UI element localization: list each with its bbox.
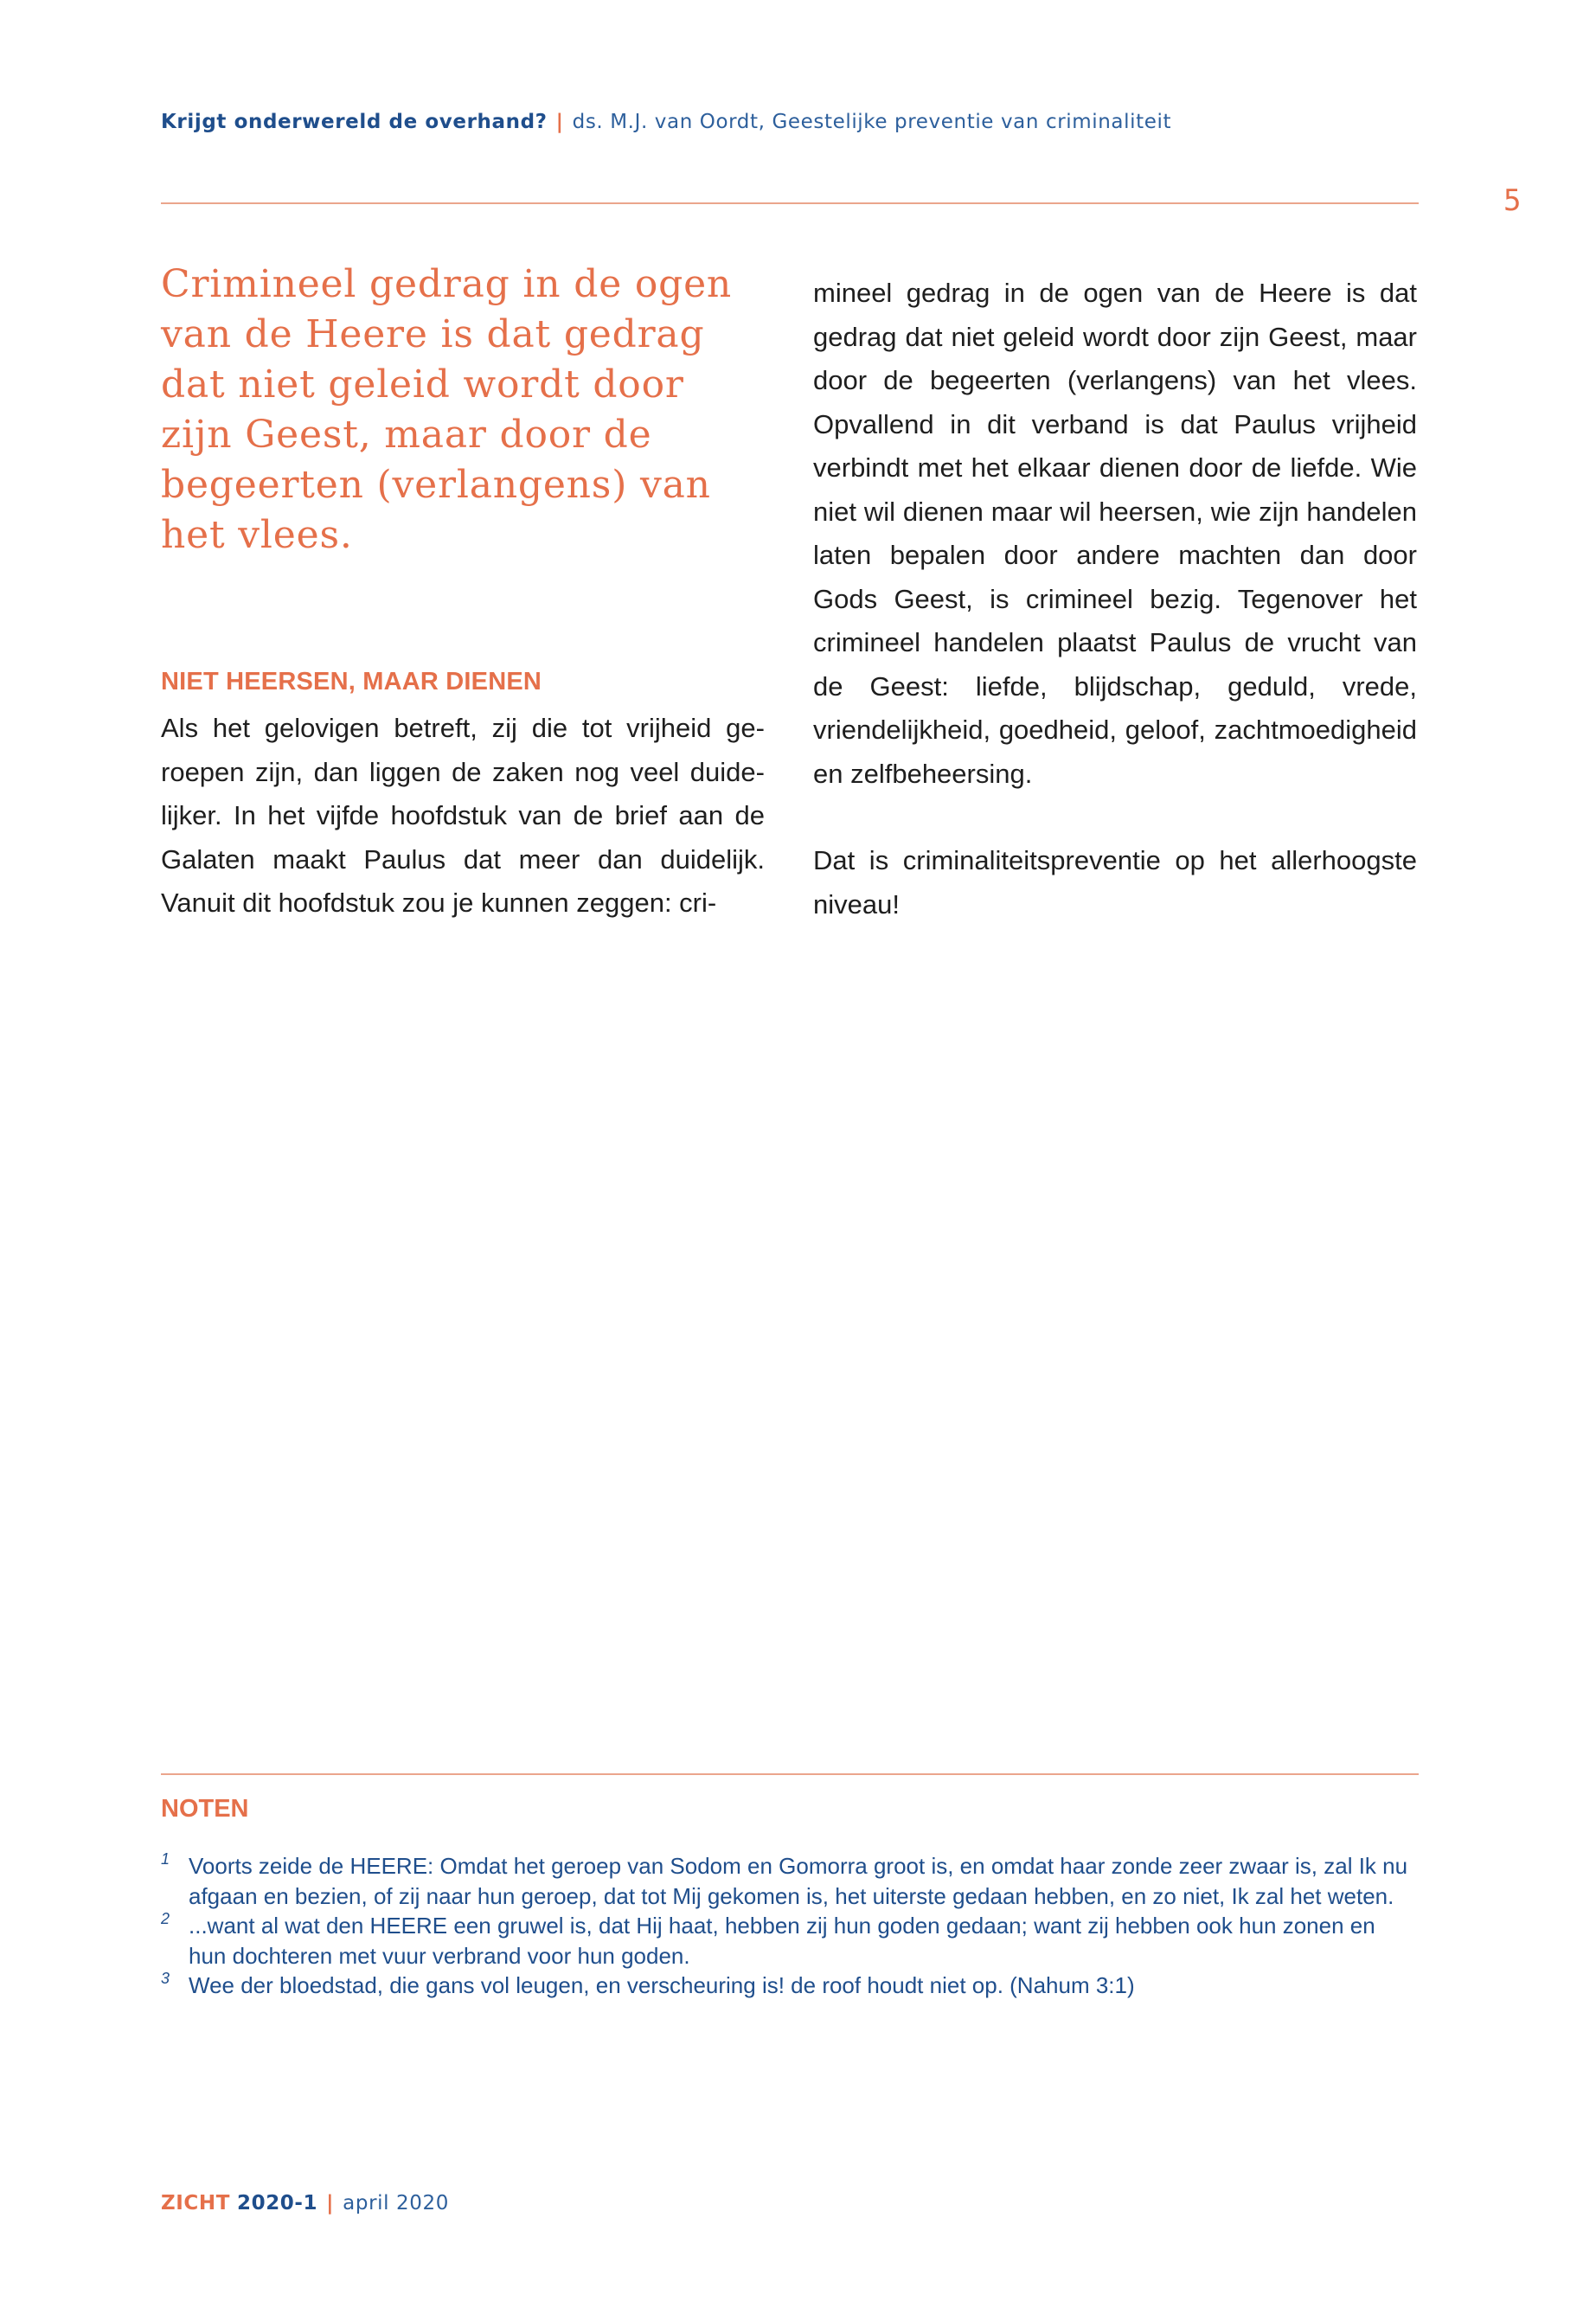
body-paragraph: mineel gedrag in de ogen van de Heere is dat gedrag dat niet geleid wordt door zijn Geest, maar door de begeerten (verlangens) van het vlees. Opvallend in dit verband is dat Paulus vrijheid verbindt met het elkaar dienen door de liefde. Wie niet wil dienen maar wil heersen, wie zijn handelen laten bepalen door andere machten dan door Gods Geest, is crimineel bezig. Tegenover het crimineel handelen plaatst Paulus de vrucht van de Geest: liefde, blijdschap, geduld, vrede, vriendelijkheid, goedheid, geloof, zachtmoedigheid en zelfbeheersing. bbox=[813, 278, 1417, 789]
footnote-text: ...want al wat den HEERE een gruwel is, dat Hij haat, hebben zij hun goden gedaan; want zij hebben ook hun zonen en hun dochteren met vuur verbrand voor hun goden. bbox=[189, 1913, 1375, 1969]
footer-brand: ZICHT bbox=[161, 2192, 231, 2214]
body-paragraph: Als het gelovigen betreft, zij die tot vrijheid geroepen zijn, dan liggen de zaken nog veel duidelijker. In het vijfde hoofdstuk van de brief aan de Galaten maakt Paulus dat meer dan duidelijk. Vanuit dit hoofdstuk zou je kunnen zeggen: cri- bbox=[161, 713, 765, 918]
running-header bbox=[161, 111, 1171, 133]
running-header-subtitle: ds. M.J. van Oordt, Geestelijke preventie van criminaliteit bbox=[572, 111, 1172, 133]
paragraph-gap bbox=[813, 796, 1417, 839]
footnote-number: 2 bbox=[161, 1910, 170, 1927]
footnote-number: 1 bbox=[161, 1850, 170, 1868]
footnote-text: Wee der bloedstad, die gans vol leugen, en verscheuring is! de roof houdt niet op. (Nahum 3:1) bbox=[189, 1972, 1135, 1998]
header-separator: | bbox=[555, 111, 564, 133]
footnote-text: Voorts zeide de HEERE: Omdat het geroep van Sodom en Gomorra groot is, en omdat haar zonde zeer zwaar is, zal Ik nu afgaan en bezien, of zij naar hun geroep, dat tot Mij gekomen is, het uiterste gedaan hebben, en zo niet, Ik zal het weten. bbox=[189, 1853, 1408, 1909]
footer-separator: | bbox=[326, 2192, 335, 2214]
footer-date: april 2020 bbox=[343, 2192, 449, 2214]
footer-issue: 2020-1 bbox=[236, 2192, 318, 2214]
header-rule bbox=[161, 202, 1419, 204]
running-header-title: Krijgt onderwereld de overhand? bbox=[161, 111, 548, 133]
footnote-item bbox=[161, 1851, 1419, 1911]
page-number: 5 bbox=[1503, 183, 1522, 218]
body-column-right bbox=[813, 272, 1417, 926]
body-paragraph: Dat is criminaliteitspreventie op het allerhoogste niveau! bbox=[813, 845, 1417, 920]
footnote-number: 3 bbox=[161, 1970, 170, 1987]
section-heading: NIET HEERSEN, MAAR DIENEN bbox=[161, 668, 542, 695]
footnote-item bbox=[161, 1971, 1419, 2001]
footnotes-list bbox=[161, 1851, 1419, 2001]
footnote-item bbox=[161, 1911, 1419, 1971]
body-column-left bbox=[161, 707, 765, 926]
page-footer bbox=[161, 2192, 449, 2214]
notes-heading: NOTEN bbox=[161, 1795, 249, 1823]
notes-rule bbox=[161, 1773, 1419, 1775]
pull-quote: Crimineel gedrag in de ogen van de Heere is dat gedrag dat niet geleid wordt door zijn Geest, maar door de begeerten (verlangens) van het vlees. bbox=[161, 262, 733, 557]
